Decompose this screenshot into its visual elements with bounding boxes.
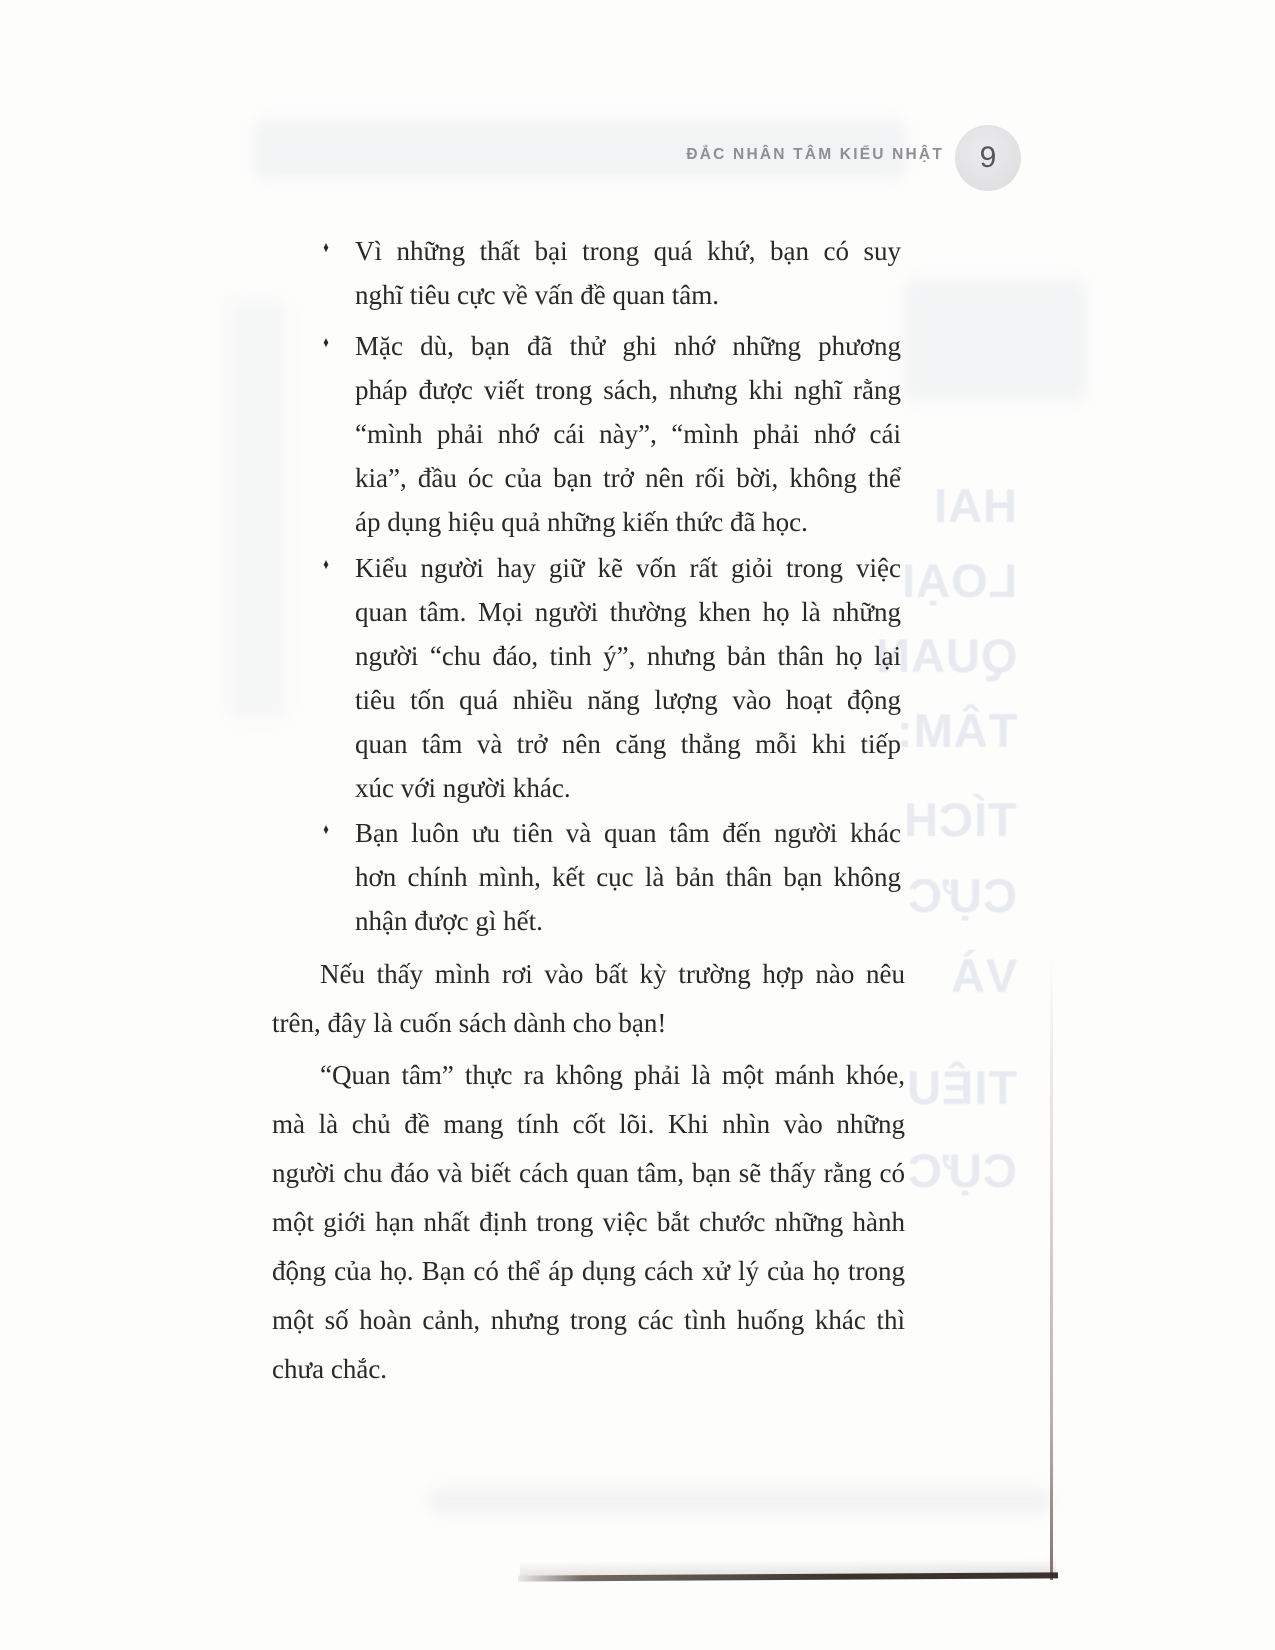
bullet-line: Bạn luôn ưu tiên và quan tâm đến người khác [355, 818, 901, 848]
ghost-word: HAI [933, 479, 1017, 532]
bullet-line: áp dụng hiệu quả những kiến thức đã học. [355, 507, 808, 537]
bullet-line: nhận được gì hết. [355, 906, 543, 936]
bullet-item [355, 811, 901, 943]
paragraph-line: động của họ. Bạn có thể áp dụng cách xử lý của họ trong [272, 1256, 905, 1286]
ghost-word: TIÊU [905, 1061, 1017, 1114]
bullet-line: Mặc dù, bạn đã thử ghi nhớ những phương [355, 331, 901, 361]
ghost-word: VÀ [949, 949, 1017, 1002]
running-head-title: ĐẮC NHÂN TÂM KIỂU NHẬT [686, 146, 944, 163]
bullet-diamond-icon: ♦ [323, 335, 329, 351]
ghost-word: CỰC [907, 869, 1017, 922]
bullet-line: quan tâm và trở nên căng thẳng mỗi khi tiếp [355, 729, 901, 759]
ghost-smudge-bottom [430, 1488, 1050, 1514]
paragraph-line: trên, đây là cuốn sách dành cho bạn! [272, 1008, 667, 1038]
bullet-line: tiêu tốn quá nhiều năng lượng vào hoạt động [355, 685, 901, 715]
bullet-diamond-icon: ♦ [323, 557, 329, 573]
paragraph-line: một giới hạn nhất định trong việc bắt chước những hành [272, 1207, 905, 1237]
ghost-word: QUAN [874, 629, 1017, 682]
paragraph-line: Nếu thấy mình rơi vào bất kỳ trường hợp nào nêu [320, 959, 905, 989]
ghost-word: TÍCH [903, 793, 1017, 846]
bullet-diamond-icon: ♦ [323, 240, 329, 256]
bullet-line: xúc với người khác. [355, 773, 571, 803]
paragraph [272, 950, 905, 1048]
ghost-smudge-right-upper [905, 280, 1085, 400]
bullet-line: Kiểu người hay giữ kẽ vốn rất giỏi trong việc [355, 553, 901, 583]
bullet-item [355, 229, 901, 317]
bullet-item [355, 546, 901, 810]
bullet-diamond-icon: ♦ [323, 822, 329, 838]
ghost-smudge-left [228, 300, 288, 720]
paragraph-line: người chu đáo và biết cách quan tâm, bạn sẽ thấy rằng có [272, 1158, 905, 1188]
ghost-word: CỰC [907, 1144, 1017, 1197]
paragraph-line: mà là chủ đề mang tính cốt lõi. Khi nhìn vào những [272, 1109, 905, 1139]
bullet-line: pháp được viết trong sách, nhưng khi nghĩ rằng [355, 375, 901, 405]
bullet-line: kia”, đầu óc của bạn trở nên rối bời, không thể [355, 463, 901, 493]
page-number-badge [955, 125, 1021, 191]
ghost-word: LOẠI [900, 554, 1017, 607]
page-number: 9 [979, 141, 997, 174]
bullet-item [355, 324, 901, 544]
paragraph-line: một số hoàn cảnh, nhưng trong các tình huống khác thì [272, 1305, 905, 1335]
bullet-line: “mình phải nhớ cái này”, “mình phải nhớ cái [355, 419, 901, 449]
bullet-line: quan tâm. Mọi người thường khen họ là những [355, 597, 901, 627]
paragraph-line: chưa chắc. [272, 1354, 388, 1384]
paragraph [272, 1051, 905, 1394]
bullet-line: hơn chính mình, kết cục là bản thân bạn không [355, 862, 901, 892]
page-right-edge [1050, 955, 1053, 1580]
paragraph-line: “Quan tâm” thực ra không phải là một mánh khóe, [320, 1060, 905, 1090]
bullet-line: nghĩ tiêu cực về vấn đề quan tâm. [355, 280, 720, 310]
bullet-line: người “chu đáo, tinh ý”, nhưng bản thân họ lại [355, 641, 901, 671]
bullet-line: Vì những thất bại trong quá khứ, bạn có suy [355, 236, 901, 266]
ghost-word: TÂM: [895, 704, 1017, 757]
